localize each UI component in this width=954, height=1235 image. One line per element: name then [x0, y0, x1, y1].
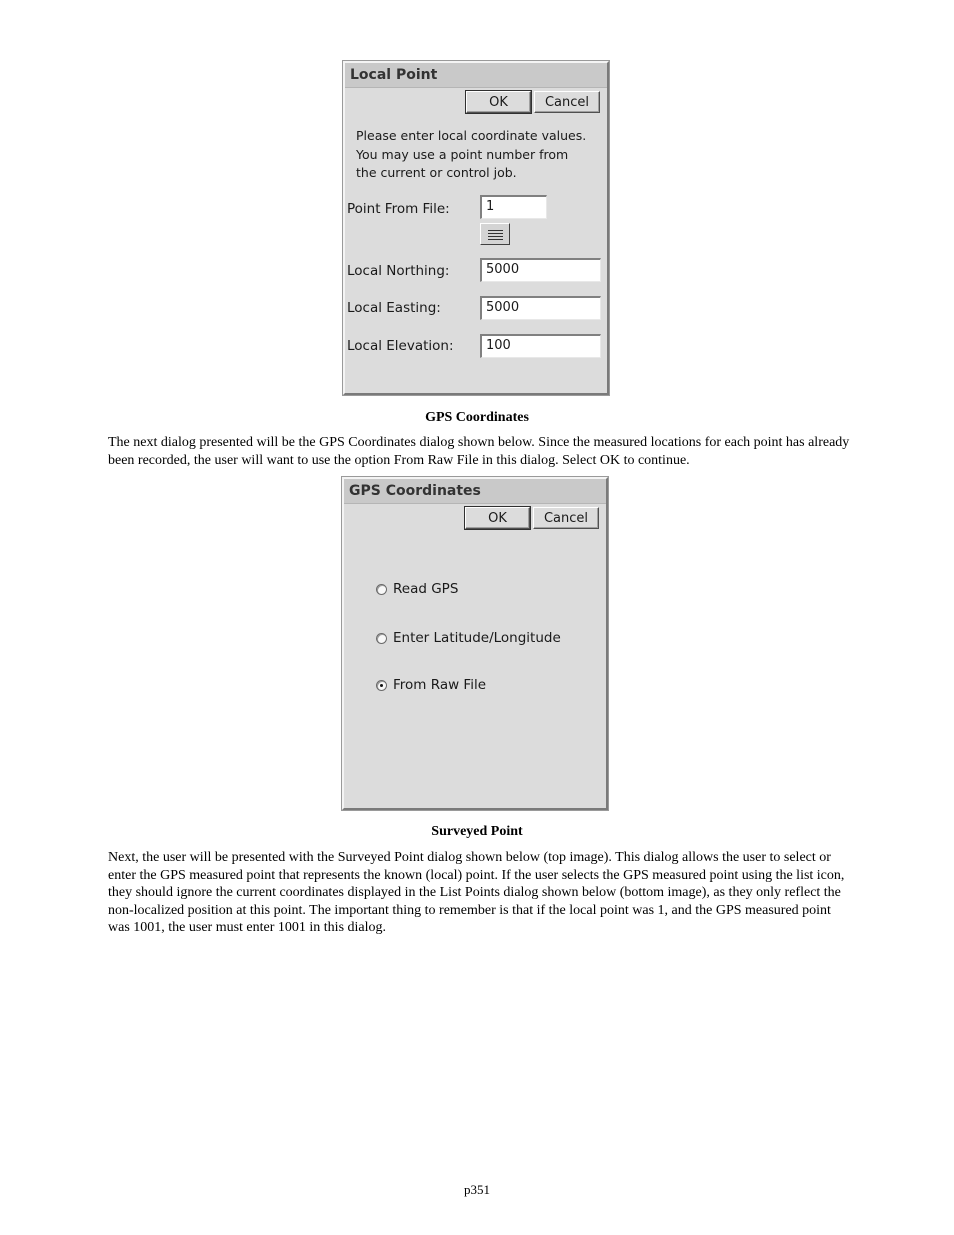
radio-button-icon[interactable] — [376, 633, 387, 644]
radio-button-icon[interactable] — [376, 584, 387, 595]
dialog-title: GPS Coordinates — [344, 479, 606, 504]
local-northing-input[interactable]: 5000 — [480, 258, 601, 282]
radio-label: Enter Latitude/Longitude — [393, 630, 561, 646]
local-point-dialog — [343, 61, 609, 395]
caption-gps-coordinates: GPS Coordinates — [425, 410, 529, 425]
gps-coordinates-dialog — [342, 477, 608, 810]
radio-label: From Raw File — [393, 677, 487, 693]
instruction-line-1: Please enter local coordinate values. — [356, 128, 587, 143]
instruction-line-2: You may use a point number from — [356, 147, 569, 162]
paragraph-surveyed: Next, the user will be presented with the Surveyed Point dialog shown below (top image). This dialog allows the user to select or enter the GPS measured point that represents the known (local) point. If the user selects the GPS measured point using the list icon, they should ignore the current coordinates displayed in the List Points dialog shown below (bottom image), as they only reflect the non-localized position at this point. The important thing to remember is that if the local point was 1, and the GPS measured point was 1001, the user must enter 1001 in this dialog. — [108, 850, 845, 935]
cancel-button[interactable]: Cancel — [533, 507, 599, 529]
point-from-file-label: Point From File: — [347, 201, 450, 217]
local-elevation-label: Local Elevation: — [347, 338, 454, 354]
radio-button-selected-icon[interactable] — [376, 680, 387, 691]
page-number: p351 — [464, 1182, 490, 1197]
local-elevation-input[interactable]: 100 — [480, 334, 601, 358]
instruction-line-3: the current or control job. — [356, 165, 517, 180]
list-points-button[interactable] — [480, 223, 510, 245]
local-easting-label: Local Easting: — [347, 300, 441, 316]
radio-label: Read GPS — [393, 581, 459, 597]
local-northing-label: Local Northing: — [347, 263, 450, 279]
local-easting-input[interactable]: 5000 — [480, 296, 601, 320]
paragraph-gps: The next dialog presented will be the GPS Coordinates dialog shown below. Since the measured locations for each point has already been recorded, the user will want to use the option From Raw File in this dialog. Select OK to continue. — [108, 435, 850, 468]
radio-from-raw-file[interactable] — [376, 677, 486, 693]
caption-surveyed-point: Surveyed Point — [431, 824, 523, 839]
radio-enter-lat-long[interactable] — [376, 630, 561, 646]
radio-read-gps[interactable] — [376, 581, 458, 597]
ok-button[interactable]: OK — [466, 91, 531, 113]
point-from-file-input[interactable]: 1 — [480, 195, 547, 219]
cancel-button[interactable]: Cancel — [534, 91, 600, 113]
dialog-title: Local Point — [345, 63, 607, 88]
ok-button[interactable]: OK — [465, 507, 530, 529]
